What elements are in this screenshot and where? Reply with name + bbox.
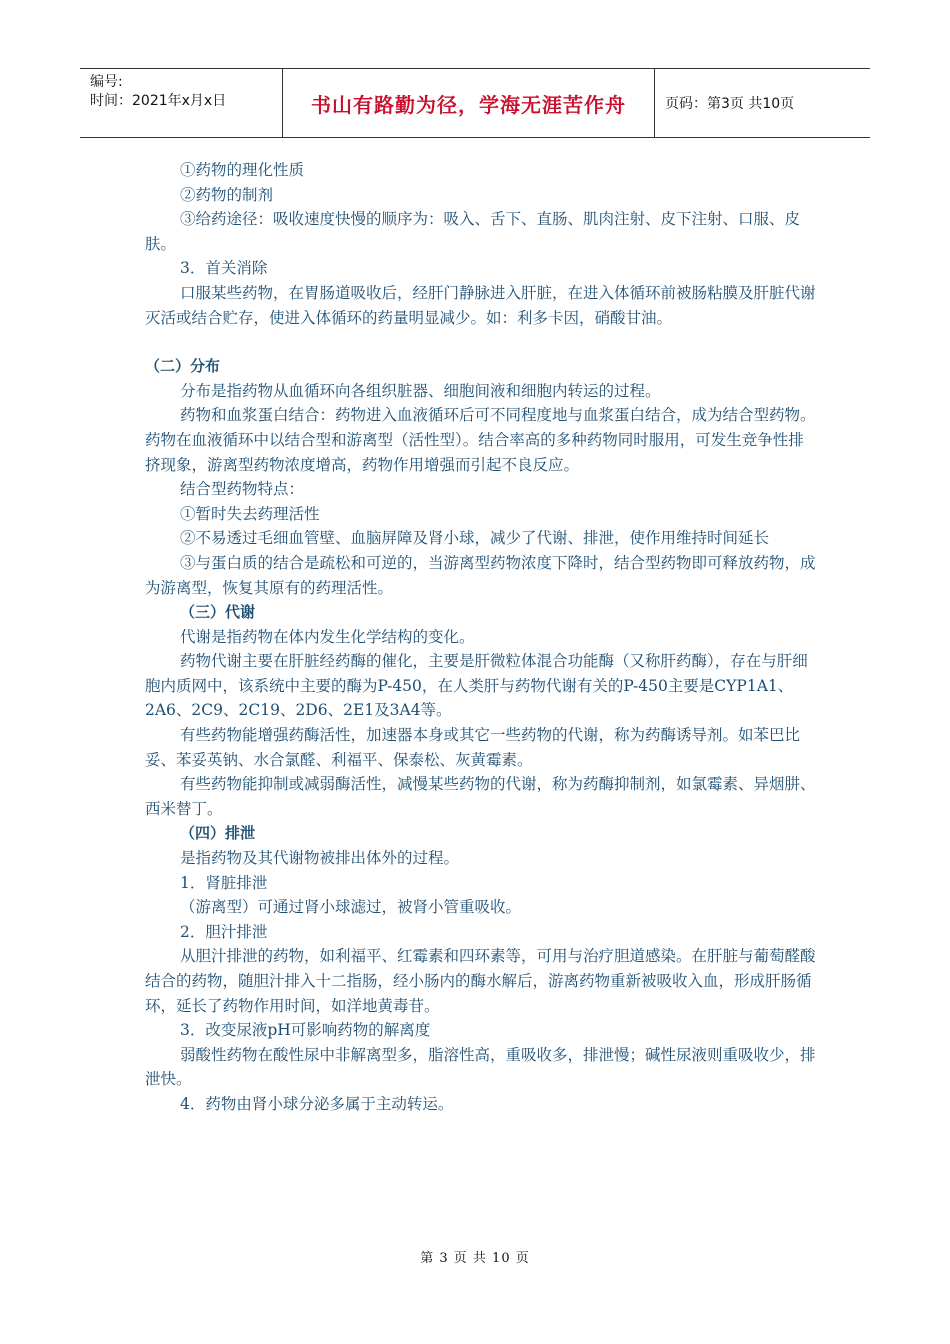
paragraph: 分布是指药物从血循环向各组织脏器、细胞间液和细胞内转运的过程。 [180,381,661,400]
paragraph: （游离型）可通过肾小球滤过，被肾小管重吸收。 [180,898,522,917]
paragraph: ③给药途径：吸收速度快慢的顺序为：吸入、舌下、直肠、肌肉注射、皮下注射、口服、皮肤。 [145,210,801,253]
paragraph: ③与蛋白质的结合是疏松和可逆的，当游离型药物浓度下降时，结合型药物即可释放药物，成为游离型，恢复其原有的药理活性。 [145,553,816,597]
paragraph: 弱酸性药物在酸性尿中非解离型多，脂溶性高，重吸收多，排泄慢；碱性尿液则重吸收少，排泄快。 [145,1045,816,1089]
section-heading: （四）排泄 [180,824,256,843]
paragraph: 代谢是指药物在体内发生化学结构的变化。 [180,627,475,646]
paragraph: 是指药物及其代谢物被排出体外的过程。 [180,849,460,868]
paragraph: 有些药物能增强药酶活性，加速器本身或其它一些药物的代谢，称为药酶诱导剂。如苯巴比妥、苯妥英钠、水合氯醛、利福平、保泰松、灰黄霉素。 [145,726,801,769]
paragraph: 2．胆汁排泄 [180,922,268,941]
paragraph: ②药物的制剂 [180,185,274,204]
paragraph: 结合型药物特点： [180,480,305,499]
paragraph: 药物代谢主要在肝脏经药酶的催化，主要是肝微粒体混合功能酶（又称肝药酶），存在与肝细胞内质网中，该系统中主要的酶为P-450，在人类肝与药物代谢有关的P-450主要是CYP1A1、2A6、2C9、2C19、2D6、2E1及3A4等。 [145,652,808,720]
paragraph: 药物和血浆蛋白结合：药物进入血液循环后可不同程度地与血浆蛋白结合，成为结合型药物。药物在血液循环中以结合型和游离型（活性型）。结合率高的多种药物同时服用，可发生竞争性排挤现象，游离型药物浓度增高，药物作用增强而引起不良反应。 [145,406,816,474]
paragraph: 4．药物由肾小球分泌多属于主动转运。 [180,1094,454,1113]
section-spacer [145,330,817,354]
header-page-info: 页码：第3页 共10页 [665,96,795,112]
document-body [145,158,817,1117]
paragraph: 1．肾脏排泄 [180,873,268,892]
page-header [80,68,870,138]
paragraph: 口服某些药物，在胃肠道吸收后，经肝门静脉进入肝脏，在进入体循环前被肠粘膜及肝脏代谢灭活或结合贮存，使进入体循环的药量明显减少。如：利多卡因，硝酸甘油。 [145,283,816,327]
paragraph: 3．首关消除 [180,259,268,278]
paragraph: 从胆汁排泄的药物，如利福平、红霉素和四环素等，可用与治疗胆道感染。在肝脏与葡萄醛酸结合的药物，随胆汁排入十二指肠，经小肠内的酶水解后，游离药物重新被吸收入血，形成肝肠循环，延长了药物作用时间，如洋地黄毒苷。 [145,947,816,1015]
paragraph: ①暂时失去药理活性 [180,504,320,523]
paragraph: ②不易透过毛细血管壁、血脑屏障及肾小球，减少了代谢、排泄，使作用维持时间延长 [180,529,770,548]
section-heading: （三）代谢 [180,603,256,622]
paragraph: 有些药物能抑制或减弱酶活性，减慢某些药物的代谢，称为药酶抑制剂，如氯霉素、异烟肼、西米替丁。 [145,775,816,818]
section-heading: （二）分布 [145,357,221,376]
page-footer: 第 3 页 共 10 页 [420,1251,530,1266]
time-label: 时间：2021年x月x日 [90,93,227,109]
paragraph: ①药物的理化性质 [180,161,305,179]
header-meta [80,69,283,137]
number-label: 编号: [90,74,123,90]
paragraph: 3．改变尿液pH可影响药物的解离度 [180,1021,431,1040]
header-motto: 书山有路勤为径，学海无涯苦作舟 [283,69,655,137]
